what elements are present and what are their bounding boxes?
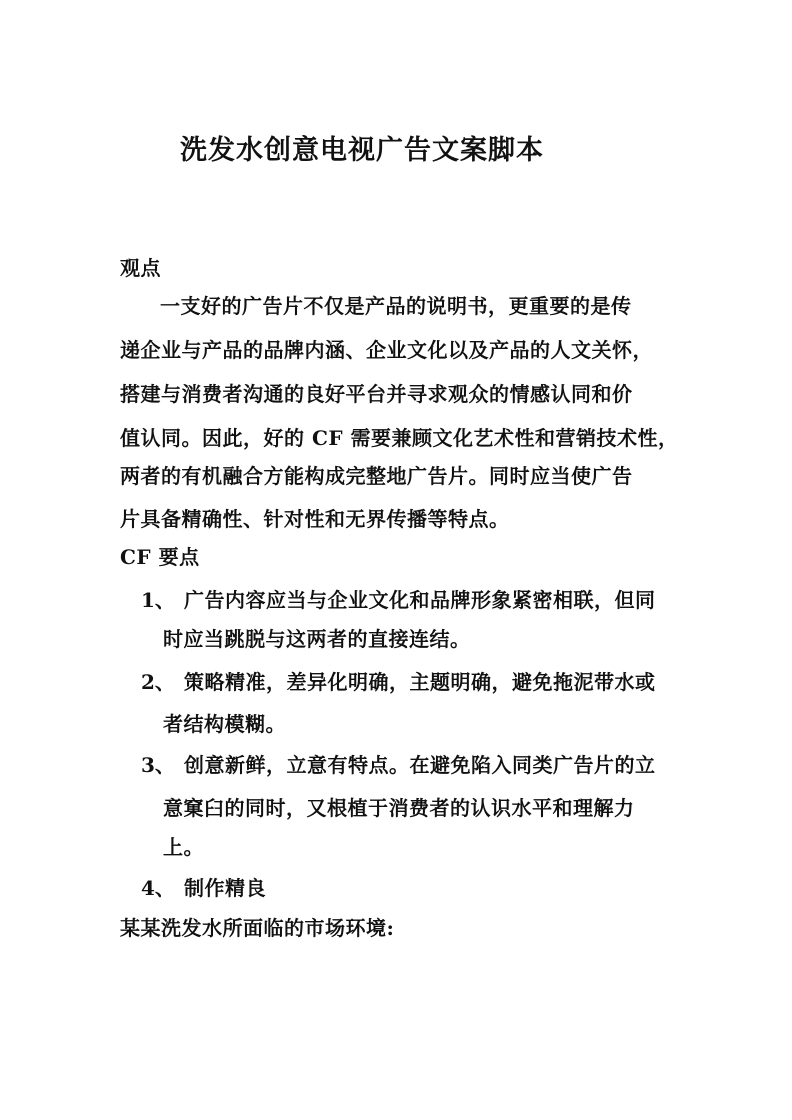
section-heading-viewpoint: 观点	[120, 256, 161, 280]
list-item-line: 者结构模糊。	[163, 712, 286, 736]
list-item-line: 意窠臼的同时，又根植于消费者的认识水平和理解力	[163, 796, 635, 820]
list-item-line: 广告内容应当与企业文化和品牌形象紧密相联，但同	[184, 588, 656, 612]
paragraph-line: 搭建与消费者沟通的良好平台并寻求观众的情感认同和价	[120, 382, 633, 406]
list-item-line: 策略精准，差异化明确，主题明确，避免拖泥带水或	[184, 670, 656, 694]
list-item-number: 3、	[141, 753, 175, 777]
list-item-number: 4、	[141, 876, 175, 900]
paragraph-line: 递企业与产品的品牌内涵、企业文化以及产品的人文关怀，	[120, 338, 653, 362]
section-heading-cf-points: CF 要点	[120, 545, 200, 569]
paragraph-line: 值认同。因此，好的 CF 需要兼顾文化艺术性和营销技术性，	[120, 426, 679, 450]
list-item-line: 上。	[163, 835, 204, 859]
paragraph-line: 两者的有机融合方能构成完整地广告片。同时应当使广告	[120, 464, 633, 488]
paragraph-line: 片具备精确性、针对性和无界传播等特点。	[120, 507, 510, 531]
list-item-number: 1、	[141, 588, 175, 612]
closing-line: 某某洗发水所面临的市场环境:	[120, 916, 395, 940]
list-item-line: 时应当跳脱与这两者的直接连结。	[163, 627, 471, 651]
paragraph-line: 一支好的广告片不仅是产品的说明书，更重要的是传	[160, 294, 632, 318]
list-item-number: 2、	[141, 670, 175, 694]
list-item-line: 创意新鲜，立意有特点。在避免陷入同类广告片的立	[184, 753, 656, 777]
list-item-line: 制作精良	[184, 876, 266, 900]
document-title: 洗发水创意电视广告文案脚本	[180, 135, 544, 166]
